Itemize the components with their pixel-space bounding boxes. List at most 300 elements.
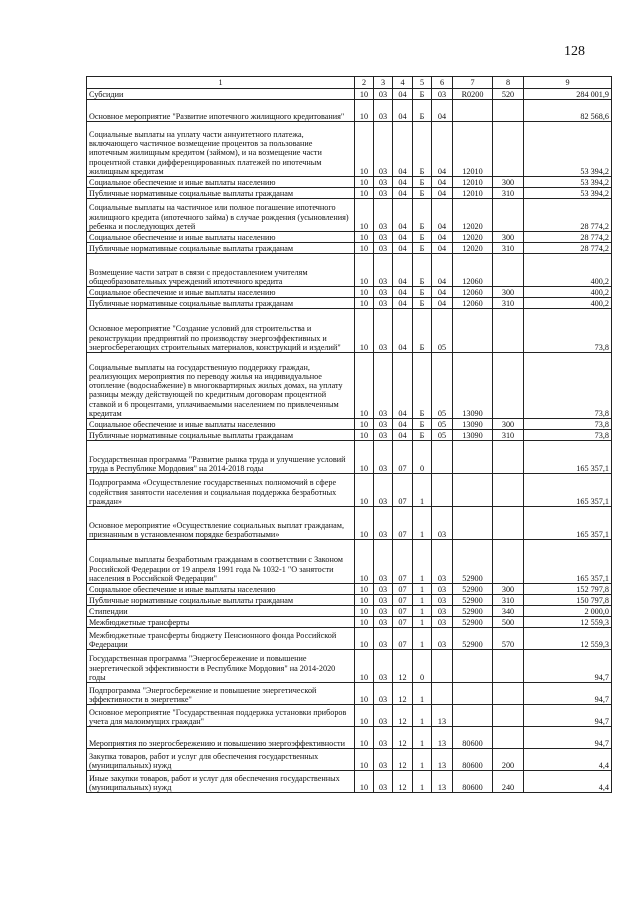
table-row [87,254,612,287]
code-program-cell: 04 [393,287,413,298]
code-event-cell: 03 [432,606,453,617]
amount-cell: 4,4 [524,771,612,793]
row-name-cell: Социальное обеспечение и иные выплаты населению [87,287,355,298]
code-program-cell: 07 [393,584,413,595]
row-name-cell: Мероприятия по энергосбережению и повышению энергоэффективности [87,727,355,749]
header-cell: 9 [524,77,612,89]
code-program-cell: 04 [393,177,413,188]
row-name-cell: Публичные нормативные социальные выплаты гражданам [87,595,355,606]
code-subprogram-cell: Б [413,353,432,419]
row-name-cell: Социальное обеспечение и иные выплаты населению [87,419,355,430]
code-event-cell: 03 [432,595,453,606]
code-event-cell: 03 [432,628,453,650]
table-row [87,474,612,507]
code-subsection-cell: 03 [374,419,393,430]
code-expense-type-cell [493,650,524,683]
code-event-cell: 03 [432,584,453,595]
row-name-cell: Публичные нормативные социальные выплаты гражданам [87,430,355,441]
header-cell: 4 [393,77,413,89]
code-direction-cell [453,507,493,540]
table-row [87,749,612,771]
amount-cell: 4,4 [524,749,612,771]
table-row [87,353,612,419]
row-name-cell: Подпрограмма «Осуществление государственных полномочий в сфере содействия занятости населения и социальная поддержка безработных граждан» [87,474,355,507]
table-header-row [87,77,612,89]
code-program-cell: 12 [393,683,413,705]
code-program-cell: 12 [393,650,413,683]
code-direction-cell: 12020 [453,199,493,232]
amount-cell: 53 394,2 [524,122,612,177]
amount-cell: 2 000,0 [524,606,612,617]
code-expense-type-cell [493,309,524,353]
code-program-cell: 07 [393,617,413,628]
code-section-cell: 10 [355,727,374,749]
code-program-cell: 07 [393,441,413,474]
amount-cell: 73,8 [524,419,612,430]
row-name-cell: Субсидии [87,89,355,100]
row-name-cell: Основное мероприятие «Осуществление социальных выплат гражданам, признанным в установленном порядке безработными» [87,507,355,540]
code-subsection-cell: 03 [374,254,393,287]
code-direction-cell [453,441,493,474]
budget-table [86,76,612,793]
code-section-cell: 10 [355,89,374,100]
code-subprogram-cell: 1 [413,474,432,507]
code-expense-type-cell: 520 [493,89,524,100]
table-row [87,584,612,595]
code-event-cell [432,474,453,507]
table-body [87,89,612,793]
code-subsection-cell: 03 [374,430,393,441]
code-section-cell: 10 [355,606,374,617]
code-program-cell: 07 [393,507,413,540]
row-name-cell: Публичные нормативные социальные выплаты гражданам [87,188,355,199]
code-section-cell: 10 [355,232,374,243]
code-expense-type-cell: 310 [493,298,524,309]
code-subprogram-cell: 1 [413,771,432,793]
code-direction-cell: 12060 [453,254,493,287]
code-section-cell: 10 [355,419,374,430]
code-subsection-cell: 03 [374,617,393,628]
code-subprogram-cell: 1 [413,617,432,628]
code-program-cell: 12 [393,749,413,771]
code-direction-cell: 12020 [453,232,493,243]
code-program-cell: 07 [393,540,413,584]
code-direction-cell: 13090 [453,353,493,419]
code-event-cell: 03 [432,617,453,628]
code-direction-cell: 13090 [453,430,493,441]
code-subprogram-cell: Б [413,287,432,298]
code-subsection-cell: 03 [374,771,393,793]
row-name-cell: Стипендии [87,606,355,617]
code-event-cell [432,441,453,474]
code-section-cell: 10 [355,683,374,705]
code-subsection-cell: 03 [374,243,393,254]
code-program-cell: 07 [393,606,413,617]
code-subprogram-cell: Б [413,243,432,254]
code-subprogram-cell: 1 [413,606,432,617]
code-section-cell: 10 [355,243,374,254]
amount-cell: 53 394,2 [524,177,612,188]
code-event-cell: 04 [432,243,453,254]
code-subsection-cell: 03 [374,474,393,507]
code-event-cell [432,683,453,705]
code-program-cell: 12 [393,771,413,793]
code-expense-type-cell: 240 [493,771,524,793]
code-subsection-cell: 03 [374,100,393,122]
code-subsection-cell: 03 [374,232,393,243]
code-event-cell: 13 [432,705,453,727]
code-expense-type-cell: 300 [493,584,524,595]
code-event-cell: 05 [432,419,453,430]
table-row [87,298,612,309]
row-name-cell: Государственная программа "Энергосбережение и повышение энергетической эффективности в Республике Мордовия" на 2014-2020 годы [87,650,355,683]
code-subsection-cell: 03 [374,309,393,353]
code-program-cell: 12 [393,705,413,727]
table-row [87,650,612,683]
header-cell: 3 [374,77,393,89]
code-program-cell: 12 [393,727,413,749]
row-name-cell: Государственная программа "Развитие рынка труда и улучшение условий труда в Республике Мордовия" на 2014-2018 годы [87,441,355,474]
code-expense-type-cell: 300 [493,177,524,188]
amount-cell: 28 774,2 [524,243,612,254]
code-expense-type-cell: 310 [493,188,524,199]
code-program-cell: 04 [393,254,413,287]
code-section-cell: 10 [355,474,374,507]
code-subprogram-cell: 1 [413,584,432,595]
code-expense-type-cell: 300 [493,232,524,243]
table-row [87,287,612,298]
code-direction-cell [453,705,493,727]
code-direction-cell: 12010 [453,177,493,188]
code-subprogram-cell: 1 [413,705,432,727]
code-section-cell: 10 [355,199,374,232]
code-subsection-cell: 03 [374,441,393,474]
code-subsection-cell: 03 [374,650,393,683]
code-subprogram-cell: Б [413,100,432,122]
code-program-cell: 04 [393,243,413,254]
code-program-cell: 04 [393,419,413,430]
code-subprogram-cell: Б [413,199,432,232]
amount-cell: 73,8 [524,353,612,419]
code-event-cell: 04 [432,199,453,232]
table-row [87,771,612,793]
code-section-cell: 10 [355,595,374,606]
code-section-cell: 10 [355,507,374,540]
code-section-cell: 10 [355,177,374,188]
table-row [87,540,612,584]
code-program-cell: 04 [393,100,413,122]
code-section-cell: 10 [355,309,374,353]
amount-cell: 165 357,1 [524,474,612,507]
code-section-cell: 10 [355,254,374,287]
code-subsection-cell: 03 [374,727,393,749]
code-subprogram-cell: Б [413,122,432,177]
amount-cell: 12 559,3 [524,617,612,628]
code-program-cell: 04 [393,298,413,309]
code-direction-cell: 12010 [453,188,493,199]
table-row [87,430,612,441]
code-section-cell: 10 [355,298,374,309]
code-direction-cell: 13090 [453,419,493,430]
code-expense-type-cell: 310 [493,595,524,606]
header-cell: 2 [355,77,374,89]
row-name-cell: Закупка товаров, работ и услуг для обеспечения государственных (муниципальных) нужд [87,749,355,771]
code-program-cell: 07 [393,628,413,650]
code-subsection-cell: 03 [374,89,393,100]
code-subprogram-cell: Б [413,430,432,441]
code-direction-cell: 52900 [453,584,493,595]
code-subprogram-cell: 1 [413,749,432,771]
row-name-cell: Межбюджетные трансферты [87,617,355,628]
code-section-cell: 10 [355,650,374,683]
row-name-cell: Социальные выплаты безработным гражданам в соответствии с Законом Российской Федерации от 19 апреля 1991 года № 1032-1 "О занятости населения в Российской Федерации" [87,540,355,584]
code-subsection-cell: 03 [374,122,393,177]
code-subprogram-cell: 0 [413,441,432,474]
code-direction-cell: R0200 [453,89,493,100]
code-section-cell: 10 [355,705,374,727]
amount-cell: 94,7 [524,650,612,683]
code-event-cell: 04 [432,122,453,177]
code-section-cell: 10 [355,430,374,441]
code-section-cell: 10 [355,771,374,793]
row-name-cell: Социальное обеспечение и иные выплаты населению [87,232,355,243]
header-cell: 7 [453,77,493,89]
code-direction-cell: 12020 [453,243,493,254]
code-direction-cell: 80600 [453,749,493,771]
code-expense-type-cell [493,353,524,419]
code-direction-cell: 52900 [453,595,493,606]
code-expense-type-cell [493,254,524,287]
code-event-cell: 04 [432,254,453,287]
code-event-cell: 03 [432,507,453,540]
header-cell: 6 [432,77,453,89]
code-section-cell: 10 [355,617,374,628]
code-subsection-cell: 03 [374,683,393,705]
code-subsection-cell: 03 [374,595,393,606]
amount-cell: 28 774,2 [524,199,612,232]
code-section-cell: 10 [355,628,374,650]
amount-cell: 284 001,9 [524,89,612,100]
code-event-cell: 04 [432,177,453,188]
code-expense-type-cell: 310 [493,430,524,441]
code-expense-type-cell: 570 [493,628,524,650]
amount-cell: 73,8 [524,430,612,441]
code-event-cell: 03 [432,89,453,100]
code-subsection-cell: 03 [374,507,393,540]
code-event-cell: 13 [432,771,453,793]
table-row [87,683,612,705]
code-direction-cell [453,650,493,683]
table-row [87,199,612,232]
code-subsection-cell: 03 [374,177,393,188]
code-subsection-cell: 03 [374,287,393,298]
table-row [87,705,612,727]
header-cell: 8 [493,77,524,89]
code-subprogram-cell: Б [413,177,432,188]
code-subprogram-cell: 1 [413,507,432,540]
code-direction-cell: 52900 [453,606,493,617]
code-subprogram-cell: 0 [413,650,432,683]
table-row [87,606,612,617]
code-subprogram-cell: 1 [413,595,432,606]
code-expense-type-cell [493,441,524,474]
row-name-cell: Социальные выплаты на уплату части аннуитетного платежа, включающего частичное возмещение процентов за пользование ипотечным жилищным кредитом (займом), и на возмещение части процентной ставки дифференцированных платежей по ипотечным жилищным кредитам [87,122,355,177]
code-subsection-cell: 03 [374,540,393,584]
code-expense-type-cell [493,199,524,232]
code-event-cell: 05 [432,309,453,353]
code-direction-cell [453,474,493,507]
code-subsection-cell: 03 [374,628,393,650]
row-name-cell: Основное мероприятие "Создание условий для строительства и реконструкции предприятий по производству энергоэффективных и энергосберегающих строительных материалов, конструкций и изделий" [87,309,355,353]
code-direction-cell: 12060 [453,298,493,309]
code-section-cell: 10 [355,441,374,474]
code-subprogram-cell: Б [413,419,432,430]
code-expense-type-cell: 340 [493,606,524,617]
code-event-cell: 03 [432,540,453,584]
code-expense-type-cell [493,507,524,540]
code-expense-type-cell [493,683,524,705]
amount-cell: 94,7 [524,705,612,727]
code-subsection-cell: 03 [374,298,393,309]
code-expense-type-cell [493,540,524,584]
code-program-cell: 04 [393,199,413,232]
code-expense-type-cell [493,727,524,749]
row-name-cell: Социальное обеспечение и иные выплаты населению [87,177,355,188]
code-expense-type-cell [493,100,524,122]
amount-cell: 94,7 [524,727,612,749]
code-event-cell: 04 [432,100,453,122]
code-section-cell: 10 [355,540,374,584]
code-event-cell: 04 [432,287,453,298]
code-program-cell: 04 [393,430,413,441]
table-row [87,727,612,749]
code-subsection-cell: 03 [374,188,393,199]
code-section-cell: 10 [355,584,374,595]
code-direction-cell: 80600 [453,727,493,749]
code-subsection-cell: 03 [374,199,393,232]
code-subprogram-cell: 1 [413,628,432,650]
code-event-cell: 04 [432,298,453,309]
table-row [87,628,612,650]
row-name-cell: Социальные выплаты на государственную поддержку граждан, реализующих мероприятия по переводу жилья на индивидуальное отопление (водоснабжение) в многоквартирных жилых домах, на уплату разницы между действующей по кредитным договорам процентной ставкой и 6 процентами, уплачиваемыми населением по привлеченным кредитам [87,353,355,419]
table-row [87,100,612,122]
code-subprogram-cell: 1 [413,540,432,584]
table-row [87,309,612,353]
header-cell: 5 [413,77,432,89]
code-event-cell: 04 [432,232,453,243]
code-expense-type-cell: 200 [493,749,524,771]
code-expense-type-cell [493,705,524,727]
code-event-cell [432,650,453,683]
amount-cell: 400,2 [524,287,612,298]
code-program-cell: 07 [393,474,413,507]
code-direction-cell [453,309,493,353]
table-row [87,122,612,177]
amount-cell: 82 568,6 [524,100,612,122]
table-row [87,177,612,188]
table-row [87,419,612,430]
code-event-cell: 13 [432,727,453,749]
code-direction-cell [453,100,493,122]
row-name-cell: Межбюджетные трансферты бюджету Пенсионного фонда Российской Федерации [87,628,355,650]
code-subsection-cell: 03 [374,749,393,771]
code-subprogram-cell: Б [413,232,432,243]
table-row [87,232,612,243]
code-event-cell: 05 [432,353,453,419]
code-expense-type-cell [493,122,524,177]
code-subprogram-cell: Б [413,309,432,353]
page-number: 128 [564,44,585,59]
code-subprogram-cell: Б [413,89,432,100]
row-name-cell: Подпрограмма "Энергосбережение и повышение энергетической эффективности в энергетике" [87,683,355,705]
code-event-cell: 13 [432,749,453,771]
amount-cell: 400,2 [524,254,612,287]
code-subprogram-cell: Б [413,188,432,199]
row-name-cell: Публичные нормативные социальные выплаты гражданам [87,298,355,309]
code-program-cell: 04 [393,122,413,177]
row-name-cell: Социальные выплаты на частичное или полное погашение ипотечного жилищного кредита (ипотечного займа) в случае рождения (усыновления) ребенка и последующих детей [87,199,355,232]
code-section-cell: 10 [355,122,374,177]
code-expense-type-cell: 310 [493,243,524,254]
code-event-cell: 05 [432,430,453,441]
row-name-cell: Возмещение части затрат в связи с предоставлением учителям общеобразовательных учреждений ипотечного кредита [87,254,355,287]
code-subprogram-cell: 1 [413,683,432,705]
code-program-cell: 04 [393,188,413,199]
code-program-cell: 04 [393,232,413,243]
amount-cell: 165 357,1 [524,540,612,584]
code-section-cell: 10 [355,287,374,298]
amount-cell: 12 559,3 [524,628,612,650]
code-expense-type-cell [493,474,524,507]
row-name-cell: Социальное обеспечение и иные выплаты населению [87,584,355,595]
code-subsection-cell: 03 [374,353,393,419]
amount-cell: 53 394,2 [524,188,612,199]
code-subprogram-cell: 1 [413,727,432,749]
row-name-cell: Публичные нормативные социальные выплаты гражданам [87,243,355,254]
table-row [87,507,612,540]
code-subprogram-cell: Б [413,254,432,287]
code-direction-cell: 80600 [453,771,493,793]
code-section-cell: 10 [355,188,374,199]
code-direction-cell: 52900 [453,540,493,584]
code-program-cell: 04 [393,309,413,353]
code-expense-type-cell: 300 [493,419,524,430]
code-expense-type-cell: 500 [493,617,524,628]
code-direction-cell: 52900 [453,617,493,628]
code-event-cell: 04 [432,188,453,199]
amount-cell: 94,7 [524,683,612,705]
header-cell: 1 [87,77,355,89]
code-direction-cell [453,683,493,705]
amount-cell: 150 797,8 [524,595,612,606]
amount-cell: 165 357,1 [524,441,612,474]
amount-cell: 28 774,2 [524,232,612,243]
code-direction-cell: 12060 [453,287,493,298]
table-row [87,617,612,628]
table-row [87,441,612,474]
code-direction-cell: 52900 [453,628,493,650]
table-row [87,188,612,199]
row-name-cell: Основное мероприятие "Государственная поддержка установки приборов учета для малоимущих граждан" [87,705,355,727]
amount-cell: 165 357,1 [524,507,612,540]
code-program-cell: 04 [393,353,413,419]
table-row [87,89,612,100]
table-row [87,243,612,254]
code-subsection-cell: 03 [374,584,393,595]
code-direction-cell: 12010 [453,122,493,177]
code-program-cell: 07 [393,595,413,606]
table-row [87,595,612,606]
